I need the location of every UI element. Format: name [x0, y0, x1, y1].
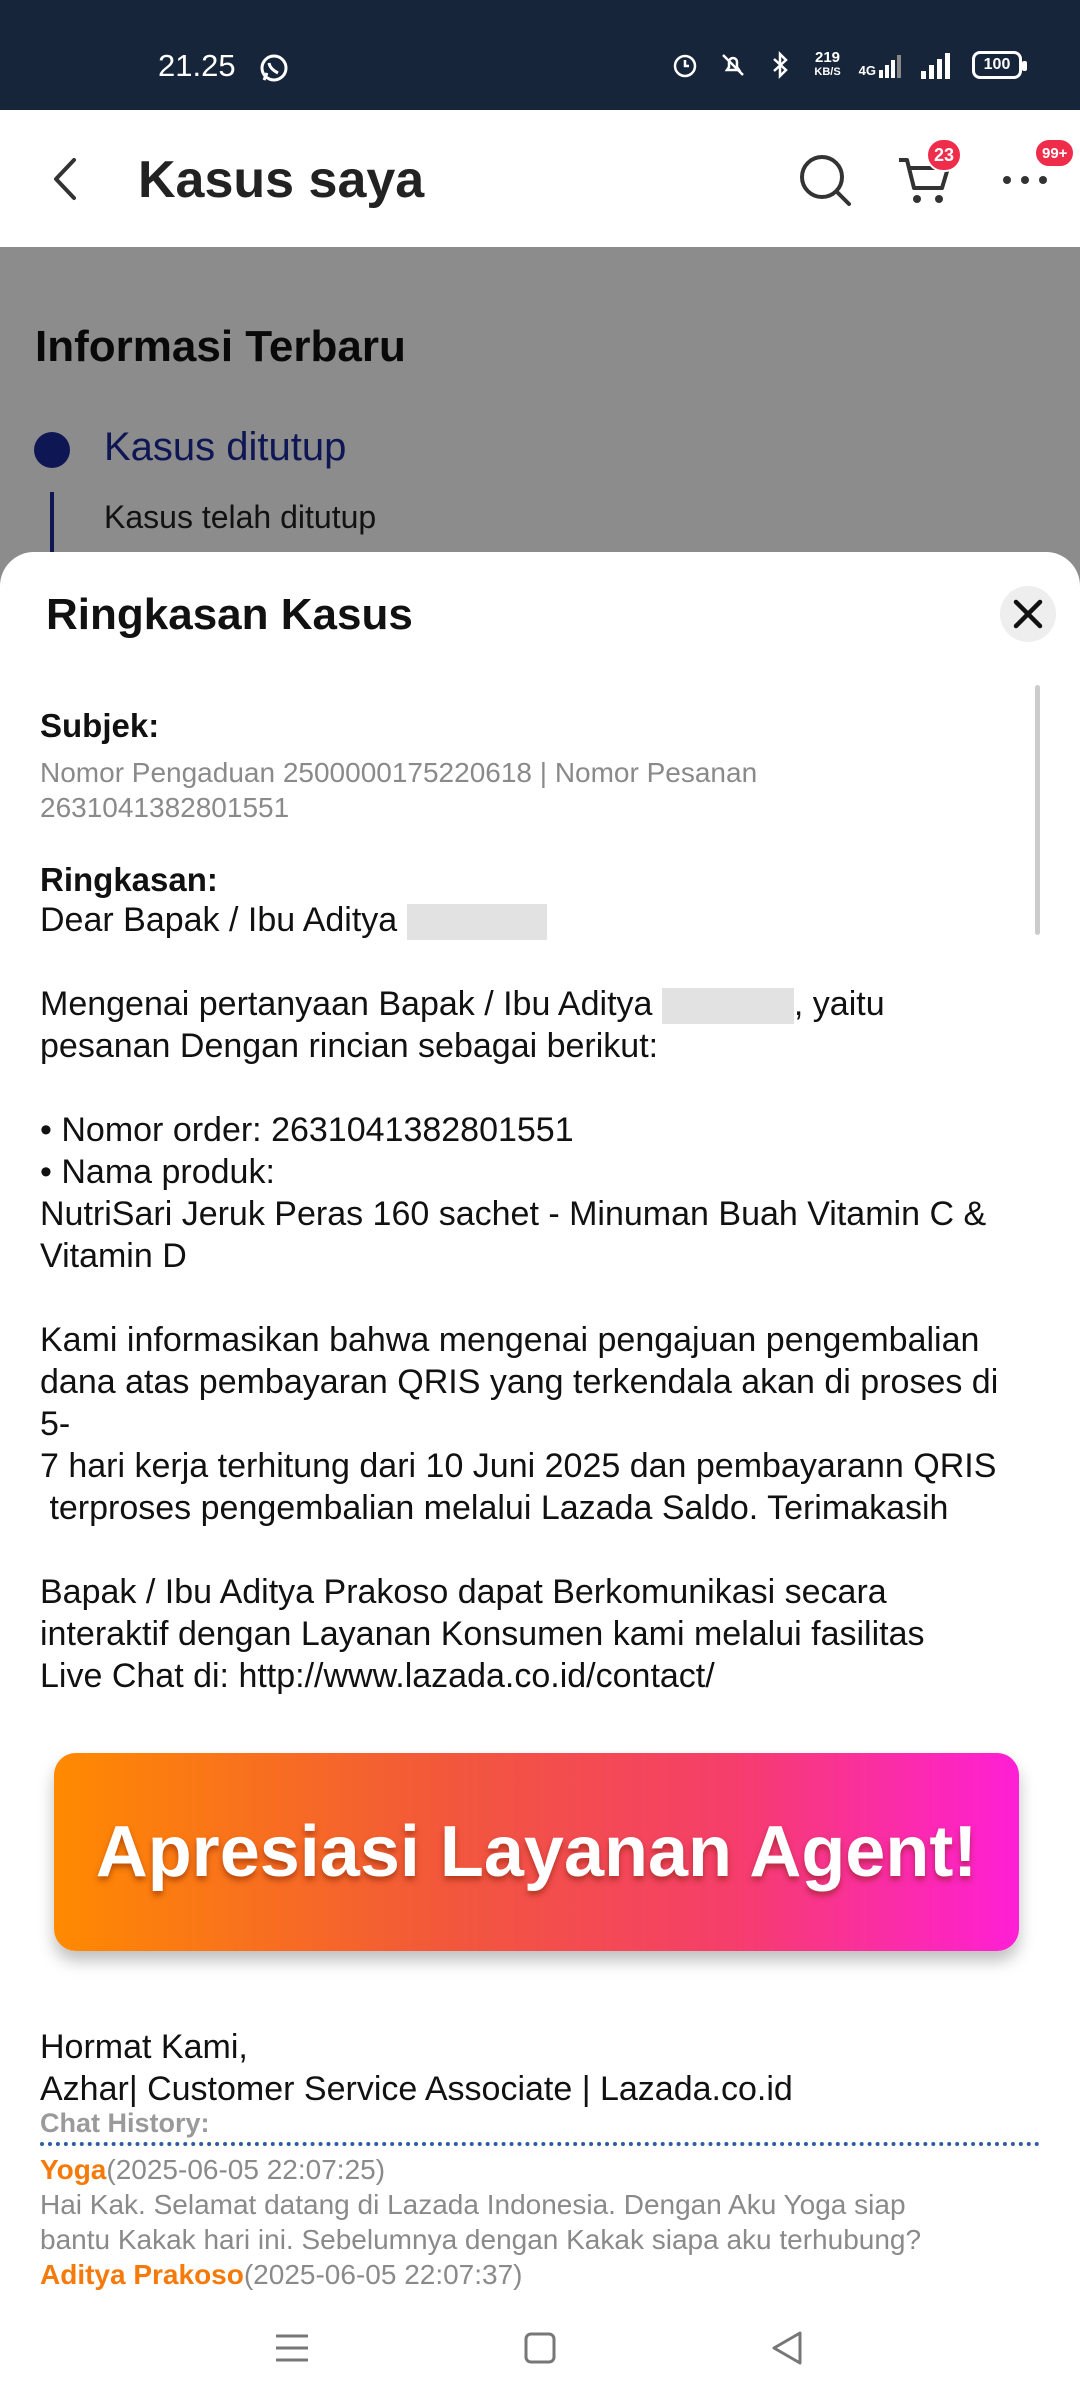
section-title: Informasi Terbaru — [35, 322, 406, 371]
subject-text: Nomor Pengaduan 2500000175220618 | Nomor Pesanan 2631041382801551 — [40, 757, 758, 823]
back-icon[interactable] — [46, 154, 86, 204]
contact-link[interactable]: Live Chat di: http://www.lazada.co.id/contact/ — [40, 1657, 715, 1695]
mute-icon — [718, 50, 748, 80]
network-speed: 219 KB/S — [814, 49, 841, 78]
summary-label: Ringkasan: — [40, 861, 218, 898]
app-header — [0, 110, 1080, 247]
signal-icon — [920, 51, 954, 79]
system-nav-bar — [0, 2298, 1080, 2400]
signal-4g-icon: 4G — [859, 52, 902, 78]
status-bar — [0, 0, 1080, 110]
recent-apps-icon[interactable] — [272, 2328, 312, 2368]
search-icon[interactable] — [795, 150, 855, 210]
chat-message: Aditya Prakoso(2025-06-05 22:07:37) — [40, 2259, 523, 2290]
whatsapp-icon — [258, 52, 290, 84]
close-button[interactable] — [1000, 586, 1056, 642]
timeline-status-desc: Kasus telah ditutup — [104, 499, 377, 535]
chat-history-label: Chat History: — [40, 2108, 210, 2138]
chat-message: Yoga(2025-06-05 22:07:25) Hai Kak. Selamat datang di Lazada Indonesia. Dengan Aku Yoga siap bantu Kakak hari ini. Sebelumnya dengan Kakak siapa aku terhubung? — [40, 2154, 922, 2255]
closing-signature: Hormat Kami, Azhar| Customer Service Associate | Lazada.co.id — [40, 2028, 793, 2108]
close-icon — [1010, 596, 1046, 632]
summary-content — [40, 707, 1040, 1697]
page-title: Kasus saya — [138, 151, 425, 209]
cart-badge: 23 — [926, 138, 962, 172]
agent-appreciation-banner[interactable]: Apresiasi Layanan Agent! — [54, 1753, 1019, 1951]
subject-label: Subjek: — [40, 707, 160, 744]
battery-icon: 100 — [972, 51, 1022, 79]
summary-body: Dear Bapak / Ibu Aditya Mengenai pertanyaan Bapak / Ibu Aditya , yaitu pesanan Dengan rincian sebagai berikut: • Nomor order: 2631041382801551 • Nama produk: NutriSari Jeruk Peras 160 sachet - Minuman Buah Vitamin C & Vitamin D Kami informasikan bahwa mengenai pengajuan pengembalian dana atas pembayaran QRIS yang terkendala akan di proses di 5- 7 hari kerja terhitung dari 10 Juni 2025 dan pembayarann QRIS terproses pengembalian melalui Lazada Saldo. Terimakasih Bapak / Ibu Aditya Prakoso dapat Berkomunikasi secara interaktif dengan Layanan Konsumen kami melalui fasilitas Live Chat di: http://www.lazada.co.id/contact/ — [40, 899, 1040, 1697]
timeline-status-title: Kasus ditutup — [104, 425, 347, 469]
divider — [40, 2142, 1040, 2146]
back-nav-icon[interactable] — [768, 2328, 808, 2368]
bluetooth-icon — [766, 50, 796, 80]
more-badge: 99+ — [1034, 138, 1075, 168]
status-time: 21.25 — [158, 48, 236, 83]
redacted-name — [407, 904, 547, 940]
case-summary-sheet — [0, 552, 1080, 2400]
home-icon[interactable] — [520, 2328, 560, 2368]
chat-history — [40, 2152, 1040, 2292]
alarm-icon — [670, 50, 700, 80]
sheet-title: Ringkasan Kasus — [46, 590, 413, 639]
redacted-name — [662, 988, 794, 1024]
